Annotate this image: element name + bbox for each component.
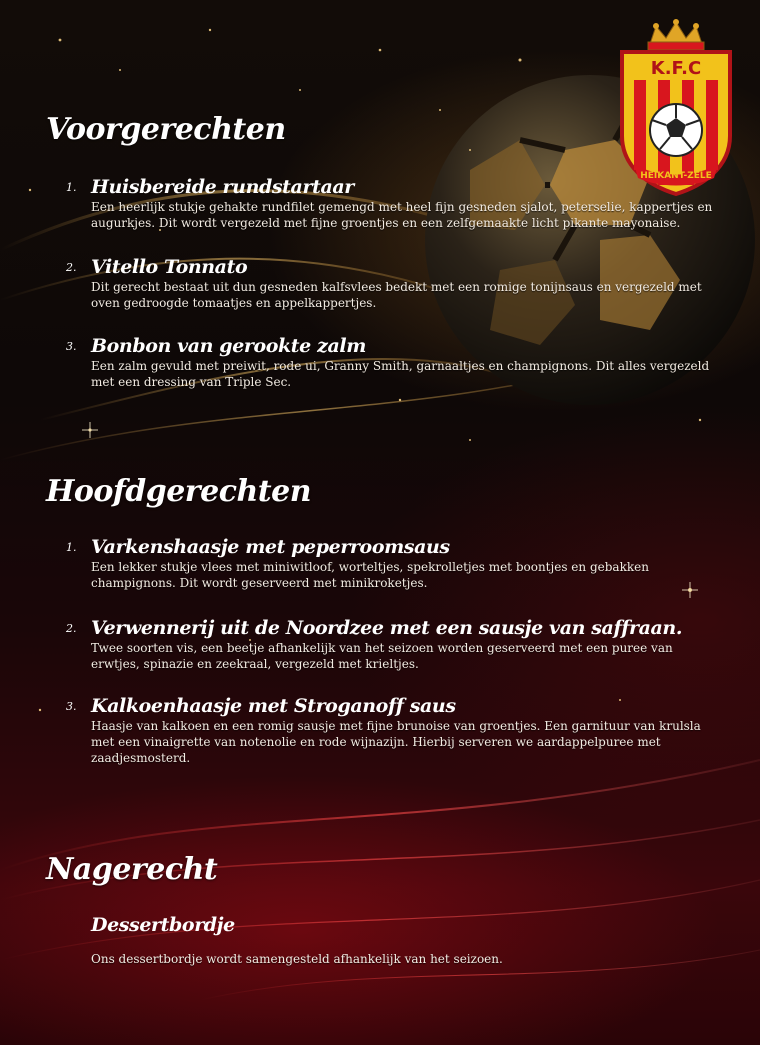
club-logo <box>612 18 740 198</box>
menu-item <box>66 535 716 591</box>
item-name: Verwennerij uit de Noordzee met een sausje van saffraan. <box>91 617 683 639</box>
menu-item <box>66 255 716 311</box>
section-title-voorgerechten: Voorgerechten <box>46 112 286 147</box>
item-number: 1. <box>66 541 77 554</box>
menu-item <box>66 175 716 231</box>
crown-icon <box>648 19 704 50</box>
logo-top-text: K.F.C <box>650 58 702 79</box>
item-description: Twee soorten vis, een beetje afhankelijk van het seizoen worden geserveerd met een puree van erwtjes, spinazie en zeekraal, vergezeld met krieltjes. <box>91 641 673 671</box>
item-number: 2. <box>66 261 77 274</box>
item-description: Een zalm gevuld met preiwit, rode ui, Granny Smith, garnaaltjes en champignons. Dit alles vergezeld met een dressing van Triple Sec. <box>91 359 710 389</box>
section-title-nagerecht: Nagerecht <box>46 852 218 887</box>
football-icon <box>650 104 702 156</box>
item-number: 3. <box>66 700 77 713</box>
menu-item <box>66 616 716 672</box>
item-number: 2. <box>66 622 77 635</box>
logo-bottom-text: HEIKANT-ZELE <box>640 171 712 181</box>
item-number: 3. <box>66 340 77 353</box>
item-description: Een heerlijk stukje gehakte rundfilet gemengd met heel fijn gesneden sjalot, peterselie, kappertjes en augurkjes. Dit wordt vergezeld met fijne groentjes en een zelfgemaakte licht pikante mayonaise. <box>91 200 713 230</box>
item-description: Haasje van kalkoen en een romig sausje met fijne brunoise van groentjes. Een garnituur van krulsla met een vinaigrette van notenolie en rode wijnazijn. Hierbij serveren we aardappelpuree met zaadjesmosterd. <box>91 719 701 765</box>
item-description: Ons dessertbordje wordt samengesteld afhankelijk van het seizoen. <box>91 952 503 966</box>
menu-item <box>66 694 716 766</box>
item-number: 1. <box>66 181 77 194</box>
menu-item <box>66 334 716 390</box>
item-name: Varkenshaasje met peperroomsaus <box>91 536 450 558</box>
item-name: Huisbereide rundstartaar <box>91 176 354 198</box>
item-description: Dit gerecht bestaat uit dun gesneden kalfsvlees bedekt met een romige tonijnsaus en vergezeld met oven gedroogde tomaatjes en appelkappertjes. <box>91 280 702 310</box>
item-name: Bonbon van gerookte zalm <box>91 335 366 357</box>
item-description: Een lekker stukje vlees met miniwitloof, worteltjes, spekrolletjes met boontjes en gebakken champignons. Dit wordt geserveerd met minikroketjes. <box>91 560 649 590</box>
section-title-hoofdgerechten: Hoofdgerechten <box>46 474 312 509</box>
item-name: Kalkoenhaasje met Stroganoff saus <box>91 695 456 717</box>
item-name: Dessertbordje <box>91 914 235 936</box>
item-name: Vitello Tonnato <box>91 256 248 278</box>
menu-item <box>91 913 711 967</box>
